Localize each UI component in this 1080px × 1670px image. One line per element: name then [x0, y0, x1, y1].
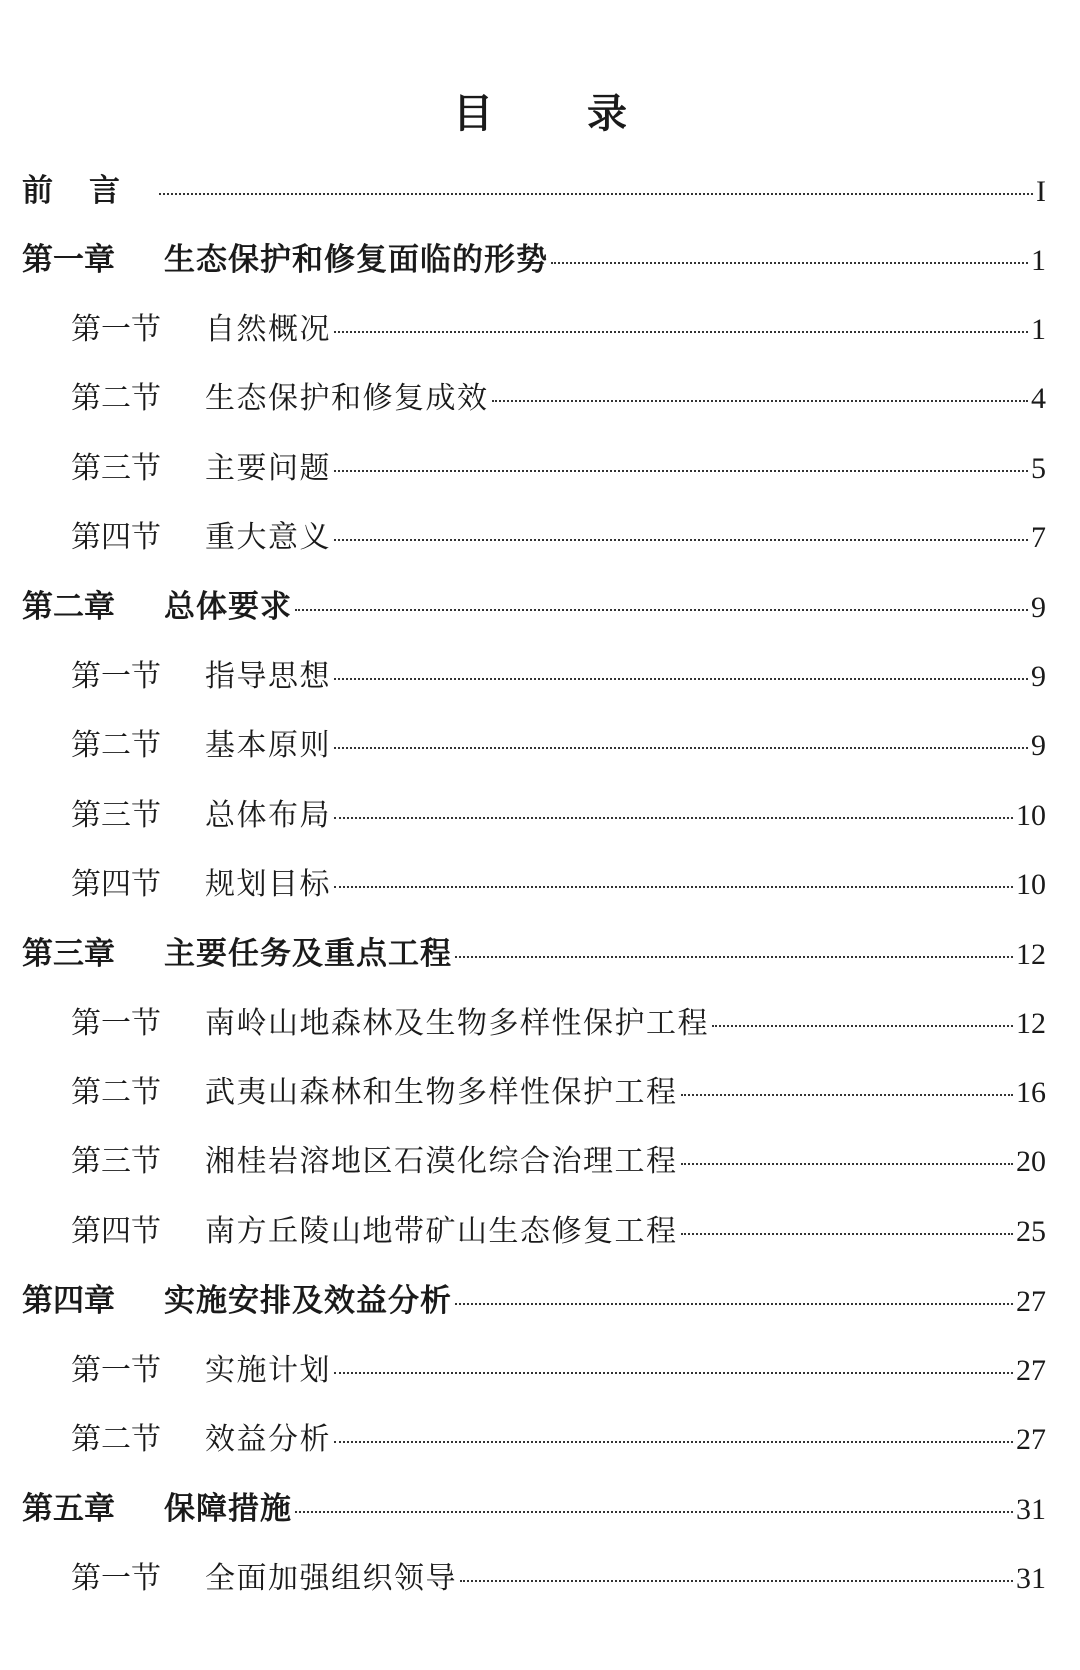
dot-leader [551, 262, 1028, 264]
page-title: 目 录 [453, 91, 667, 137]
toc-entry-page: 9 [1031, 729, 1046, 763]
toc-entry-title: 基本原则 [205, 728, 331, 764]
toc-entry-title: 武夷山森林和生物多样性保护工程 [205, 1075, 678, 1111]
dot-leader [334, 470, 1028, 472]
dot-leader [295, 609, 1028, 611]
toc-entry-number: 第二章 [22, 589, 115, 626]
dot-leader [334, 747, 1028, 749]
toc-entry-number: 第三节 [71, 1144, 161, 1180]
dot-leader [334, 886, 1013, 888]
toc-entry-page: 12 [1016, 1006, 1046, 1040]
toc-entry-title: 保障措施 [164, 1491, 292, 1528]
dot-leader [334, 678, 1028, 680]
toc-entry-title: 总体要求 [164, 589, 292, 626]
toc-entry-title: 实施计划 [205, 1352, 331, 1388]
toc-entry-section-4-1[interactable] [0, 1345, 1080, 1414]
toc-entry-title: 实施安排及效益分析 [164, 1283, 452, 1320]
toc-entry-title: 主要问题 [205, 450, 331, 486]
toc-entry-section-1-2[interactable] [0, 373, 1080, 442]
toc-entry-number: 第一节 [71, 658, 161, 694]
toc-entry-title: 总体布局 [205, 797, 331, 833]
toc-entry-number: 第三章 [22, 936, 115, 973]
toc-entry-page: 1 [1031, 244, 1046, 278]
dot-leader [334, 1441, 1013, 1443]
toc-entry-page: 25 [1016, 1214, 1046, 1248]
toc-entry-page: 16 [1016, 1076, 1046, 1110]
toc-entry-section-2-4[interactable] [0, 859, 1080, 928]
toc-entry-page: 5 [1031, 451, 1046, 485]
toc-entry-page: 9 [1031, 591, 1046, 625]
toc-entry-title: 生态保护和修复面临的形势 [164, 242, 548, 279]
toc-entry-page: 27 [1016, 1285, 1046, 1319]
toc-entry-chapter-4[interactable] [0, 1275, 1080, 1344]
toc-entry-number: 第二节 [71, 728, 161, 764]
dot-leader [492, 400, 1029, 402]
toc-entry-section-5-1[interactable] [0, 1553, 1080, 1622]
toc-entry-number: 第一节 [71, 1005, 161, 1041]
toc-entry-page: 9 [1031, 659, 1046, 693]
toc-entry-section-2-2[interactable] [0, 720, 1080, 789]
toc-entry-title: 重大意义 [205, 519, 331, 555]
toc-entry-number: 前言 [22, 173, 156, 209]
toc-entry-number: 第三节 [71, 450, 161, 486]
toc-entry-title: 全面加强组织领导 [205, 1560, 457, 1596]
toc-entry-page: 4 [1031, 382, 1046, 416]
toc-entry-title: 效益分析 [205, 1422, 331, 1458]
toc-entry-page: I [1036, 175, 1046, 208]
toc-entry-number: 第一节 [71, 1352, 161, 1388]
toc-entry-section-4-2[interactable] [0, 1414, 1080, 1483]
dot-leader [334, 1372, 1013, 1374]
toc-entry-section-3-1[interactable] [0, 998, 1080, 1067]
dot-leader [455, 1303, 1013, 1305]
toc-entry-number: 第二节 [71, 381, 161, 417]
toc-entry-number: 第一节 [71, 1560, 161, 1596]
toc-entry-number: 第一章 [22, 242, 115, 279]
dot-leader [334, 539, 1028, 541]
toc-entry-title: 湘桂岩溶地区石漠化综合治理工程 [205, 1144, 678, 1180]
toc-entry-title: 南岭山地森林及生物多样性保护工程 [205, 1005, 709, 1041]
dot-leader [334, 817, 1013, 819]
toc-entry-number: 第三节 [71, 797, 161, 833]
dot-leader [334, 331, 1028, 333]
toc-entry-page: 27 [1016, 1353, 1046, 1387]
toc-entry-title: 主要任务及重点工程 [164, 936, 452, 973]
dot-leader [460, 1580, 1013, 1582]
toc-entry-title: 南方丘陵山地带矿山生态修复工程 [205, 1213, 678, 1249]
toc-entry-number: 第四节 [71, 1213, 161, 1249]
toc-entry-section-1-1[interactable] [0, 304, 1080, 373]
toc-entry-page: 20 [1016, 1145, 1046, 1179]
dot-leader [681, 1233, 1014, 1235]
toc-entry-page: 1 [1031, 312, 1046, 346]
toc-entry-page: 31 [1016, 1561, 1046, 1595]
toc-entry-number: 第二节 [71, 1422, 161, 1458]
dot-leader [681, 1094, 1014, 1096]
toc-entry-chapter-2[interactable] [0, 581, 1080, 650]
toc-entry-title: 自然概况 [205, 311, 331, 347]
toc-entry-chapter-5[interactable] [0, 1483, 1080, 1552]
toc-entry-title: 指导思想 [205, 658, 331, 694]
toc-entry-title: 生态保护和修复成效 [205, 381, 489, 417]
toc-entry-section-2-1[interactable] [0, 651, 1080, 720]
toc-entry-title: 规划目标 [205, 866, 331, 902]
toc-entry-number: 第四节 [71, 866, 161, 902]
toc-entry-section-3-3[interactable] [0, 1136, 1080, 1205]
toc-entry-section-3-4[interactable] [0, 1206, 1080, 1275]
toc-entry-page: 12 [1016, 938, 1046, 972]
toc-entry-section-3-2[interactable] [0, 1067, 1080, 1136]
dot-leader [159, 193, 1033, 195]
toc-entry-page: 27 [1016, 1423, 1046, 1457]
toc-entry-number: 第一节 [71, 311, 161, 347]
toc-entry-page: 10 [1016, 798, 1046, 832]
toc-entry-section-2-3[interactable] [0, 790, 1080, 859]
toc-entry-preface[interactable] [0, 165, 1080, 234]
toc-entry-page: 7 [1031, 520, 1046, 554]
dot-leader [712, 1025, 1013, 1027]
toc-entry-page: 31 [1016, 1493, 1046, 1527]
toc-entry-number: 第五章 [22, 1491, 115, 1528]
toc-entry-section-1-3[interactable] [0, 443, 1080, 512]
toc-entry-number: 第四章 [22, 1283, 115, 1320]
toc-entry-chapter-1[interactable] [0, 234, 1080, 303]
dot-leader [295, 1511, 1013, 1513]
toc-entry-chapter-3[interactable] [0, 928, 1080, 997]
toc-entry-number: 第二节 [71, 1075, 161, 1111]
toc-entry-number: 第四节 [71, 519, 161, 555]
dot-leader [455, 956, 1013, 958]
toc-entry-page: 10 [1016, 867, 1046, 901]
toc-entry-section-1-4[interactable] [0, 512, 1080, 581]
dot-leader [681, 1163, 1014, 1165]
table-of-contents [0, 165, 1080, 1622]
